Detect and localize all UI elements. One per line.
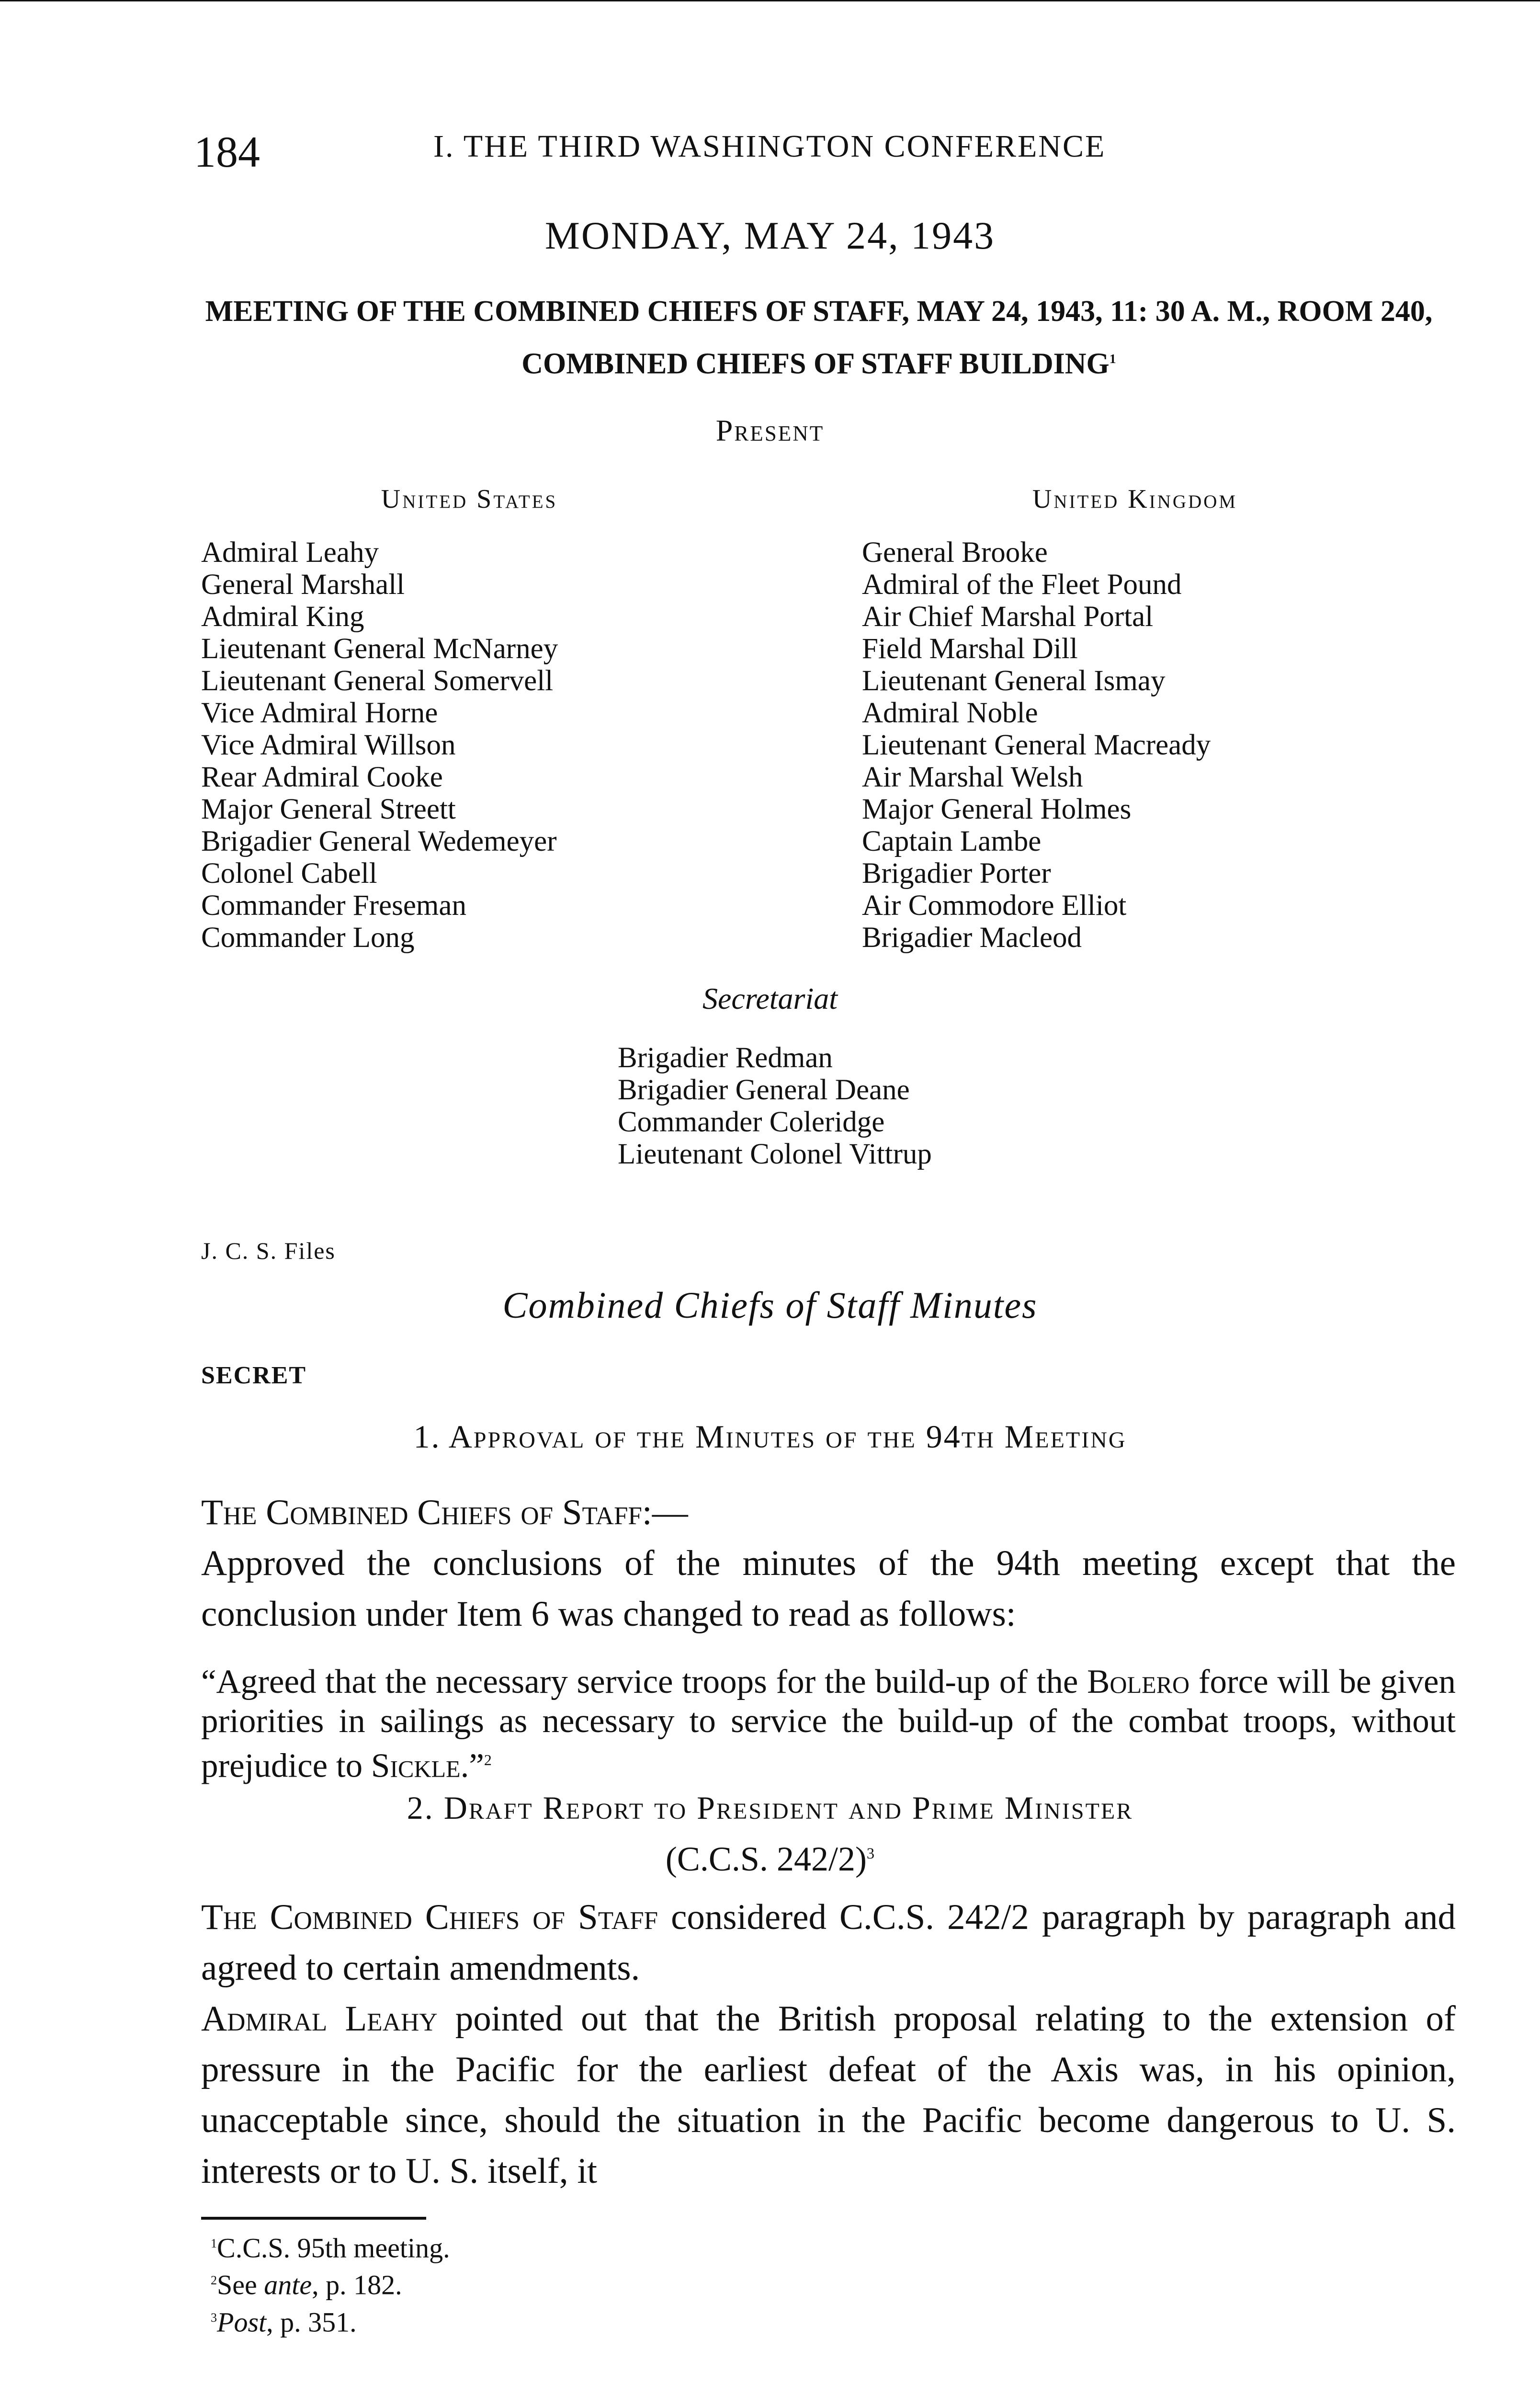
united-states-heading: United States — [381, 484, 558, 514]
running-title: I. THE THIRD WASHINGTON CONFERENCE — [433, 129, 1106, 164]
item1-body — [201, 1487, 1456, 1640]
item2-heading: 2. Draft Report to President and Prime Minister — [407, 1790, 1133, 1826]
footnote-pre: See — [217, 2269, 264, 2301]
uk-member: Lieutenant General Macready — [862, 729, 1211, 761]
footnote-1 — [211, 2227, 450, 2264]
meeting-title-text: MEETING OF THE COMBINED CHIEFS OF STAFF, MAY 24, 1943, 11: 30 A. M., ROOM 240, COMBINED CHIEFS OF STAFF BUILDING — [205, 295, 1433, 380]
item2-p2-actor: Admiral Leahy — [201, 1999, 438, 2039]
item1-actor: The Combined Chiefs of Staff — [201, 1493, 642, 1532]
footnote-2 — [211, 2264, 450, 2301]
meeting-title — [194, 287, 1444, 388]
united-kingdom-list — [862, 536, 1211, 954]
item2-p1-text: considered C.C.S. 242/2 paragraph by paragraph and agreed to certain amendments. — [201, 1897, 1456, 1988]
footnote-post: , p. 351. — [266, 2306, 357, 2338]
secretariat-list — [618, 1042, 932, 1170]
uk-member: Admiral Noble — [862, 697, 1038, 729]
item1-text: Approved the conclusions of the minutes of the 94th meeting except that the conclusion under Item 6 was changed to read as follows: — [201, 1543, 1456, 1634]
page-number: 184 — [194, 127, 260, 176]
us-member: Colonel Cabell — [201, 857, 377, 890]
minutes-title: Combined Chiefs of Staff Minutes — [502, 1284, 1038, 1326]
uk-member: Brigadier Macleod — [862, 922, 1082, 954]
item2-subheading — [0, 1839, 1540, 1879]
quote-end: .” — [460, 1747, 484, 1785]
us-member: Vice Admiral Horne — [201, 697, 438, 729]
present-label: Present — [715, 413, 825, 447]
item1-heading: 1. Approval of the Minutes of the 94th Meeting — [413, 1418, 1127, 1455]
us-member: Admiral King — [201, 601, 364, 633]
footnote-italic: ante — [264, 2269, 312, 2301]
footnote-italic: Post — [217, 2306, 267, 2338]
footnote-text: C.C.S. 95th meeting. — [217, 2232, 450, 2264]
item2-paragraph-2 — [201, 1994, 1456, 2197]
footnote-post: , p. 182. — [312, 2269, 402, 2301]
source-files: J. C. S. Files — [201, 1237, 336, 1264]
uk-member: Air Chief Marshal Portal — [862, 601, 1154, 633]
united-kingdom-heading: United Kingdom — [1032, 484, 1238, 514]
quote-part2: force will be given priorities in sailings as necessary to service the build-up of the combat troops, without prejudice to — [201, 1663, 1456, 1785]
united-states-list — [201, 536, 558, 954]
uk-member: Brigadier Porter — [862, 857, 1051, 890]
item1-actor-suffix: :— — [642, 1493, 688, 1532]
footnote-3 — [211, 2302, 450, 2338]
us-member: Rear Admiral Cooke — [201, 761, 443, 793]
uk-member: Air Marshal Welsh — [862, 761, 1083, 793]
item1-actor-line — [201, 1487, 1456, 1538]
us-member: Admiral Leahy — [201, 536, 379, 569]
top-rule — [0, 0, 1540, 1]
footnote-rule — [201, 2217, 426, 2220]
uk-member: Major General Holmes — [862, 793, 1132, 825]
footnote-ref-1[interactable]: 1 — [1109, 352, 1116, 366]
uk-member: Captain Lambe — [862, 825, 1042, 857]
secretariat-label: Secretariat — [702, 981, 838, 1015]
footnotes — [211, 2227, 450, 2338]
item2-p1-actor: The Combined Chiefs of Staff — [201, 1897, 658, 1937]
quote-part1: “Agreed that the necessary service troops for the build-up of the — [201, 1663, 1087, 1700]
uk-member: Field Marshal Dill — [862, 633, 1078, 665]
item2-paragraph-1 — [201, 1892, 1456, 1994]
us-member: Vice Admiral Willson — [201, 729, 456, 761]
item2-subheading-text: (C.C.S. 242/2) — [665, 1840, 867, 1878]
item2-p2-text: pointed out that the British proposal relating to the extension of pressure in the Pacific for the earliest defeat of the Axis was, in his opinion, unacceptable since, should the situation in the Pacific become dangerous to U. S. interests or to U. S. itself, it — [201, 1999, 1456, 2191]
uk-member: Lieutenant General Ismay — [862, 665, 1166, 697]
footnote-mark: 1 — [211, 2236, 217, 2250]
secretariat-member: Commander Coleridge — [618, 1106, 885, 1138]
quote-bolero: Bolero — [1087, 1663, 1190, 1700]
us-member: General Marshall — [201, 569, 405, 601]
uk-member: General Brooke — [862, 536, 1048, 569]
quote-sickle: Sickle — [371, 1747, 461, 1785]
uk-member: Air Commodore Elliot — [862, 890, 1127, 922]
us-member: Commander Long — [201, 922, 415, 954]
footnote-ref-3[interactable]: 3 — [866, 1845, 875, 1862]
secretariat-member: Brigadier Redman — [618, 1042, 833, 1074]
item2-body — [201, 1892, 1456, 2197]
us-member: Major General Streett — [201, 793, 456, 825]
footnote-ref-2[interactable]: 2 — [484, 1752, 492, 1768]
footnote-mark: 3 — [211, 2310, 217, 2325]
date-heading: MONDAY, MAY 24, 1943 — [544, 214, 996, 257]
item1-quote — [201, 1662, 1456, 1786]
secretariat-member: Brigadier General Deane — [618, 1074, 910, 1106]
us-member: Commander Freseman — [201, 890, 466, 922]
footnote-mark: 2 — [211, 2273, 217, 2288]
us-member: Lieutenant General McNarney — [201, 633, 558, 665]
us-member: Brigadier General Wedemeyer — [201, 825, 557, 857]
uk-member: Admiral of the Fleet Pound — [862, 569, 1182, 601]
classification: SECRET — [201, 1362, 307, 1389]
secretariat-member: Lieutenant Colonel Vittrup — [618, 1138, 932, 1170]
us-member: Lieutenant General Somervell — [201, 665, 554, 697]
